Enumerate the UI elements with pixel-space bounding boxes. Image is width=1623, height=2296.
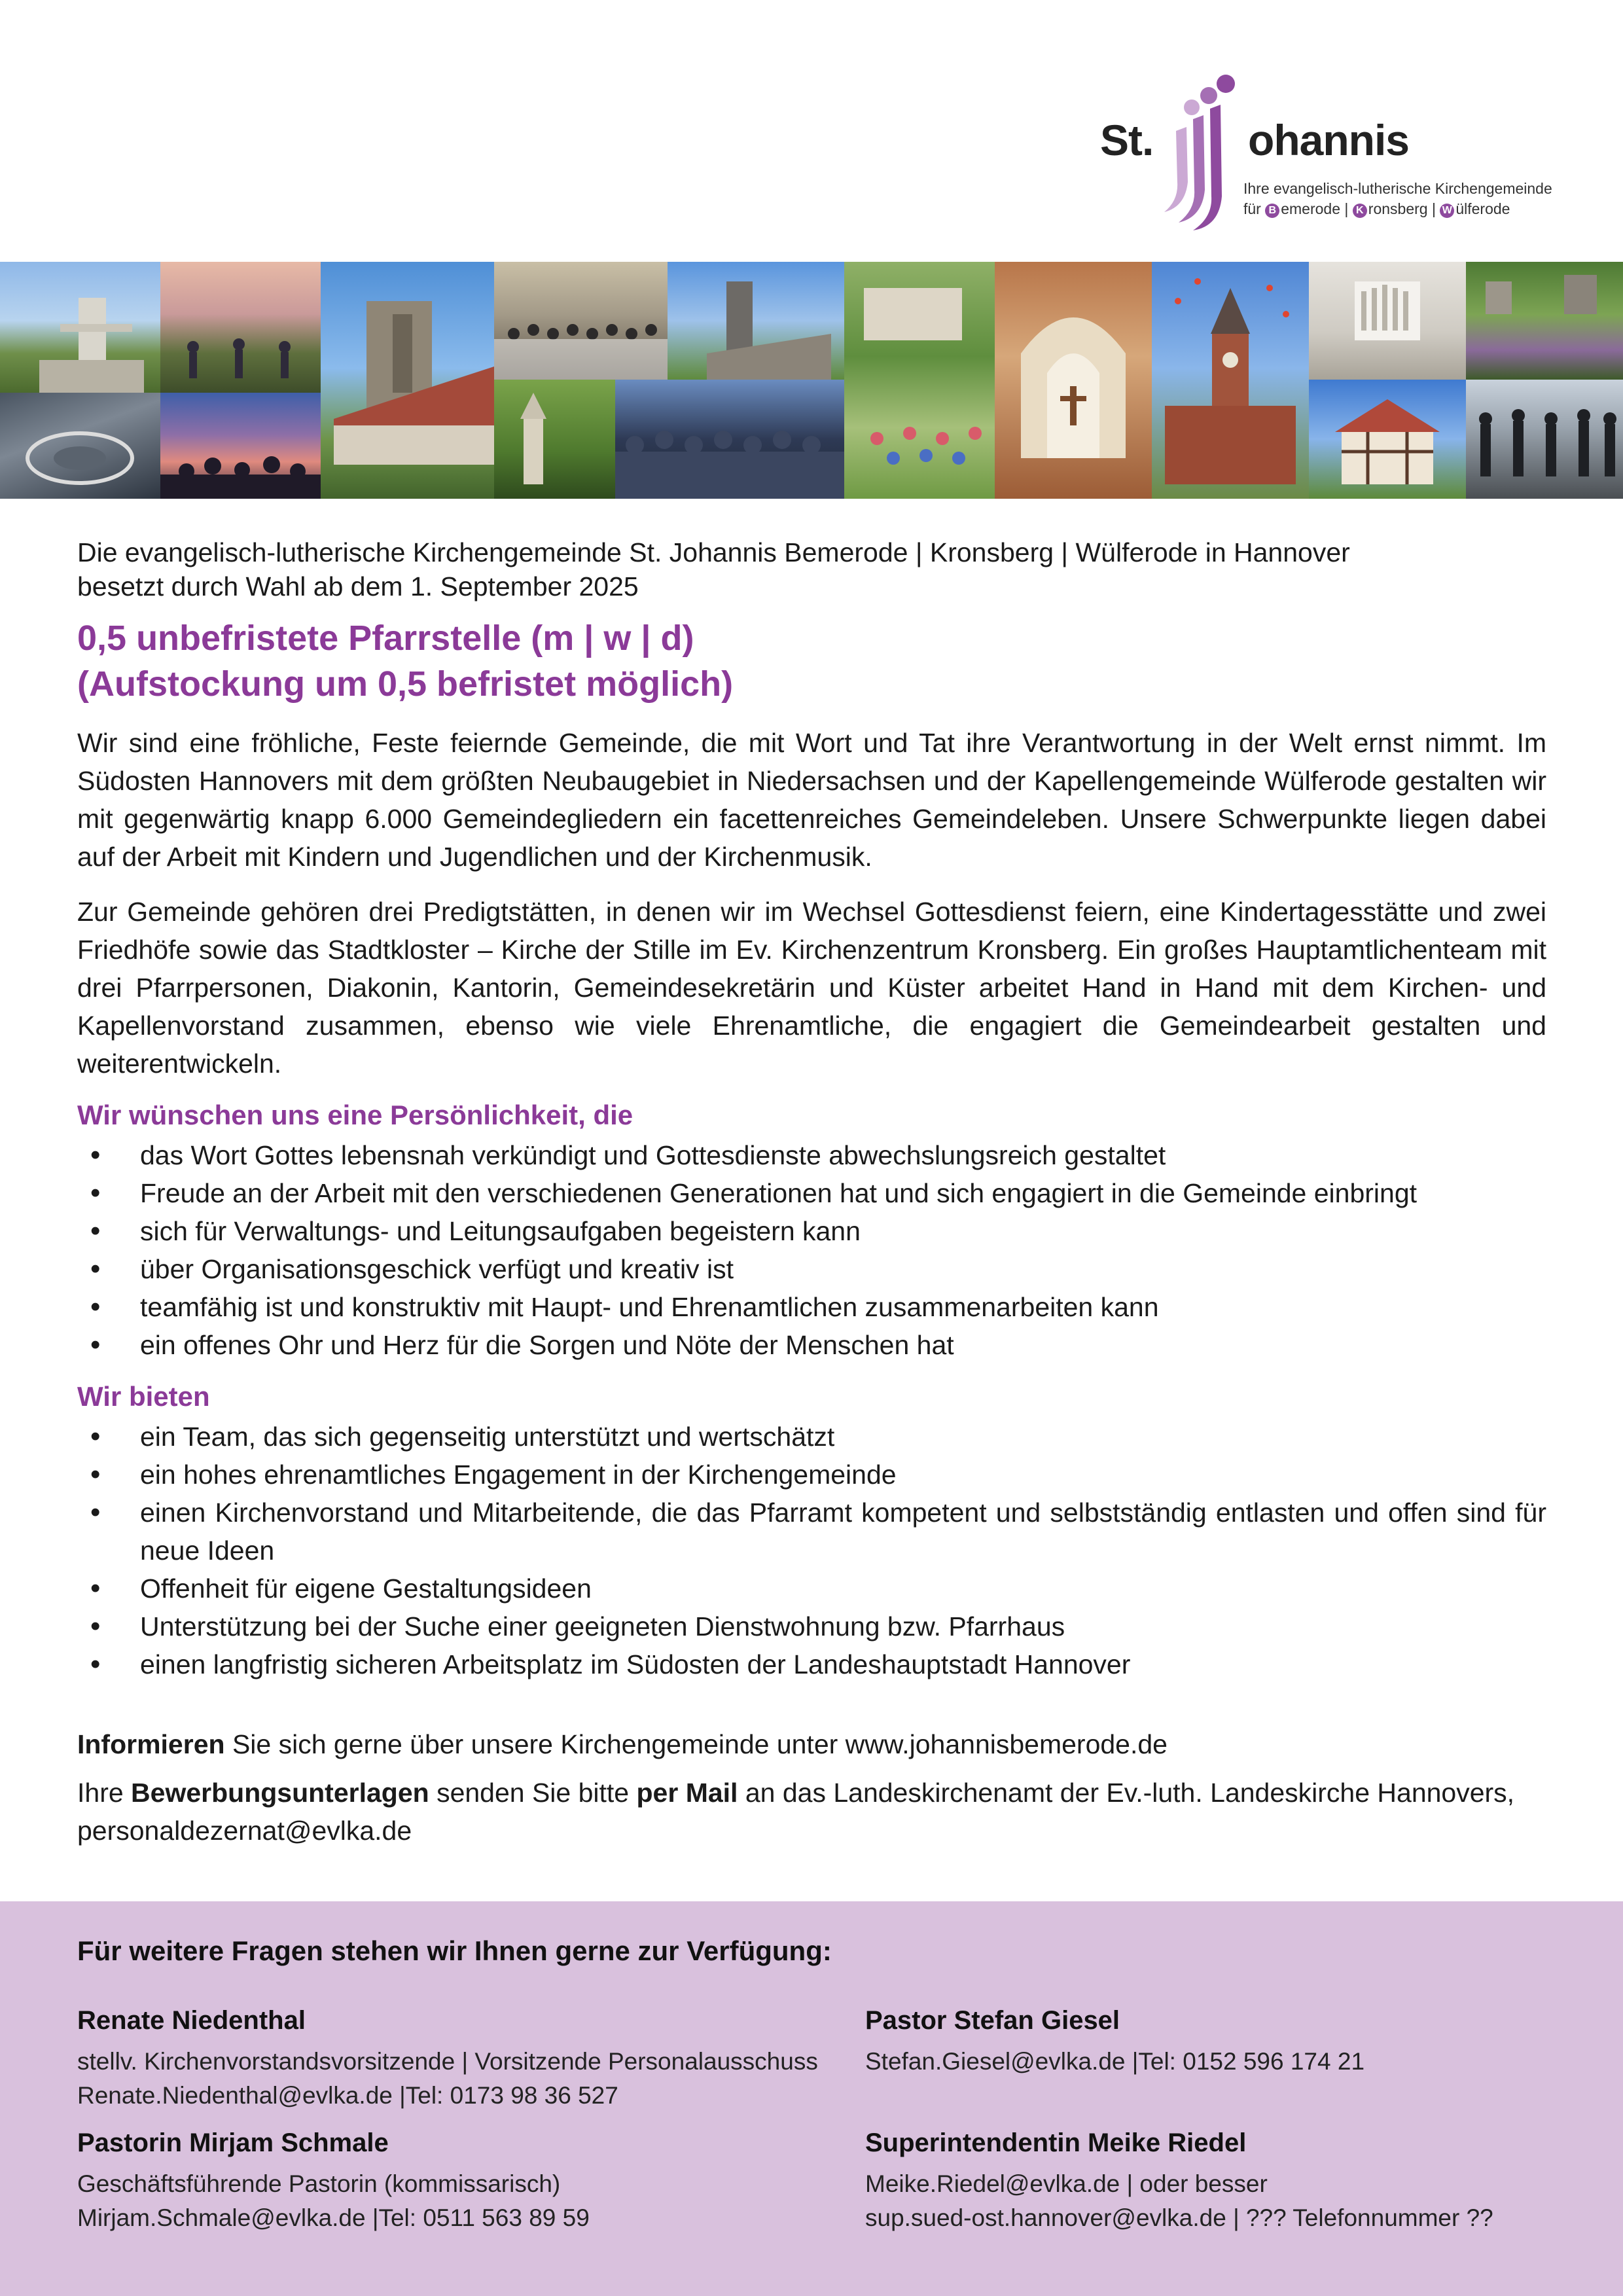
chapel-photo — [494, 380, 615, 499]
contact-email-phone[interactable]: sup.sued-ost.hannover@evlka.de | ??? Telefonnummer ?? — [865, 2204, 1493, 2231]
wish-heading: Wir wünschen uns eine Persönlichkeit, die — [77, 1100, 633, 1130]
list-item: • über Organisationsgeschick verfügt und kreativ ist — [77, 1250, 1546, 1288]
choir-photo — [494, 262, 668, 380]
modern-church-photo — [321, 262, 494, 499]
children-circle-photo — [844, 262, 995, 499]
organ-photo — [1309, 262, 1466, 380]
contact-person — [865, 2125, 1618, 2235]
info-bold: Informieren — [77, 1729, 225, 1759]
apply-line — [77, 1774, 1546, 1850]
list-item: • teamfähig ist und konstruktiv mit Haupt- und Ehrenamtlichen zusammenarbeiten kann — [77, 1288, 1546, 1326]
list-item: • einen langfristig sicheren Arbeitsplatz im Südosten der Landeshauptstadt Hannover — [77, 1645, 1546, 1683]
church-logo — [1096, 72, 1554, 236]
offer-heading: Wir bieten — [77, 1381, 210, 1412]
crowd-gathering-photo — [615, 380, 844, 499]
list-item: • einen Kirchenvorstand und Mitarbeitende, die das Pfarramt kompetent und selbstständig entlasten und offen sind für neue Ideen — [77, 1494, 1546, 1570]
logo-places-prefix: für — [1243, 200, 1261, 217]
logo-places: für B emerode | K ronsberg | W ülferode — [1243, 200, 1510, 217]
list-item: • Freude an der Arbeit mit den verschiedenen Generationen hat und sich engagiert in die Gemeinde einbringt — [77, 1174, 1546, 1212]
intro-line-1: Die evangelisch-lutherische Kirchengemeinde St. Johannis Bemerode | Kronsberg | Wülferode in Hannover — [77, 537, 1350, 567]
logo-st-text: St. — [1100, 116, 1154, 164]
apply-pre: Ihre — [77, 1778, 132, 1808]
list-item: • ein offenes Ohr und Herz für die Sorgen und Nöte der Menschen hat — [77, 1326, 1546, 1364]
contact-person — [77, 2003, 830, 2113]
contact-email-or[interactable]: Meike.Riedel@evlka.de | oder besser — [865, 2170, 1268, 2197]
wish-list — [77, 1136, 1546, 1364]
place-rest-b: emerode — [1281, 200, 1341, 217]
contact-email-phone[interactable]: Stefan.Giesel@evlka.de |Tel: 0152 596 174 21 — [865, 2048, 1365, 2075]
info-line — [77, 1725, 1546, 1763]
sunset-crowd-photo — [160, 393, 321, 499]
list-item: • das Wort Gottes lebensnah verkündigt und Gottesdienste abwechslungsreich gestaltet — [77, 1136, 1546, 1174]
apply-rest: an das Landeskirchenamt der Ev.-luth. Landeskirche Hannovers, — [738, 1778, 1515, 1808]
logo-figures-icon — [1135, 72, 1253, 236]
group-outdoor-photo — [160, 262, 321, 393]
job-posting — [77, 535, 1546, 1850]
place-letter-k: K — [1353, 204, 1367, 218]
list-item: • ein Team, das sich gegenseitig unterstützt und wertschätzt — [77, 1418, 1546, 1456]
logo-ohannis-text: ohannis — [1248, 116, 1410, 164]
place-letter-b: B — [1265, 204, 1279, 218]
photo-collage — [0, 262, 1623, 499]
contact-email-phone[interactable]: Mirjam.Schmale@evlka.de |Tel: 0511 563 89 59 — [77, 2204, 590, 2231]
job-title — [77, 615, 1546, 707]
description-paragraph-1: Wir sind eine fröhliche, Feste feiernde Gemeinde, die mit Wort und Tat ihre Verantwortung in der Welt ernst nimmt. Im Südosten Hannovers mit dem größten Neubaugebiet in Niedersachsen und der Kapellengemeinde Wülferode gestalten wir mit gegenwärtig knapp 6.000 Gemeindegliedern ein facettenreiches Gemeindeleben. Unsere Schwerpunkte liegen dabei auf der Arbeit mit Kindern und Jugendlichen und der Kirchenmusik. — [77, 728, 1546, 872]
contact-person — [865, 2003, 1618, 2079]
intro-line-2: besetzt durch Wahl ab dem 1. September 2025 — [77, 571, 639, 601]
contact-role: stellv. Kirchenvorstandsvorsitzende | Vorsitzende Personalausschuss — [77, 2048, 818, 2075]
timber-house-photo — [1309, 380, 1466, 499]
list-item: • sich für Verwaltungs- und Leitungsaufgaben begeistern kann — [77, 1212, 1546, 1250]
job-title-line-1: 0,5 unbefristete Pfarrstelle (m | w | d) — [77, 619, 694, 658]
apply-bold-mail: per Mail — [636, 1778, 738, 1808]
contact-email-phone[interactable]: Renate.Niedenthal@evlka.de |Tel: 0173 98 36 527 — [77, 2082, 618, 2109]
church-tower-photo — [0, 262, 160, 393]
contact-name: Pastor Stefan Giesel — [865, 2006, 1120, 2035]
info-text: Sie sich gerne über unsere Kirchengemeinde unter www.johannisbemerode.de — [224, 1729, 1168, 1759]
place-rest-k: ronsberg — [1368, 200, 1428, 217]
brick-chapel-photo — [1152, 262, 1309, 499]
cemetery-photo — [1466, 262, 1623, 380]
apply-mid: senden Sie bitte — [429, 1778, 637, 1808]
church-interior-photo — [995, 262, 1152, 499]
list-item: • ein hohes ehrenamtliches Engagement in der Kirchengemeinde — [77, 1456, 1546, 1494]
description-paragraph-2: Zur Gemeinde gehören drei Predigtstätten, in denen wir im Wechsel Gottesdienst feiern, eine Kindertagesstätte und zwei Friedhöfe sowie das Stadtkloster – Kirche der Stille im Ev. Kirchenzentrum Kronsberg. Ein großes Hauptamtlichenteam mit drei Pfarrpersonen, Diakonin, Kantorin, Gemeindesekretärin und Küster arbeitet Hand in Hand mit dem Kirchen- und Kapellenvorstand zusammen, ebenso wie viele Ehrenamtliche, die engagiert die Gemeindearbeit gestalten und weiterentwickeln. — [77, 897, 1546, 1079]
contact-person — [77, 2125, 830, 2235]
place-letter-w: W — [1440, 204, 1454, 218]
job-title-line-2: (Aufstockung um 0,5 befristet möglich) — [77, 664, 734, 704]
contact-name: Pastorin Mirjam Schmale — [77, 2128, 389, 2157]
list-item: • Offenheit für eigene Gestaltungsideen — [77, 1570, 1546, 1607]
church-building-photo — [668, 262, 844, 380]
contact-name: Renate Niedenthal — [77, 2006, 306, 2035]
logo-tagline: Ihre evangelisch-lutherische Kirchengemeinde — [1243, 180, 1552, 197]
list-item: • Unterstützung bei der Suche einer geeigneten Dienstwohnung bzw. Pfarrhaus — [77, 1607, 1546, 1645]
offer-list — [77, 1418, 1546, 1683]
place-rest-w: ülferode — [1455, 200, 1510, 217]
contact-name: Superintendentin Meike Riedel — [865, 2128, 1247, 2157]
circle-room-photo — [0, 393, 160, 499]
contact-title: Für weitere Fragen stehen wir Ihnen gerne zur Verfügung: — [77, 1935, 832, 1966]
apply-bold-documents: Bewerbungsunterlagen — [131, 1778, 429, 1808]
contact-role: Geschäftsführende Pastorin (kommissarisch) — [77, 2170, 561, 2197]
funeral-procession-photo — [1466, 380, 1623, 499]
contact-box — [0, 1901, 1623, 2296]
apply-email-link[interactable]: personaldezernat@evlka.de — [77, 1816, 412, 1846]
